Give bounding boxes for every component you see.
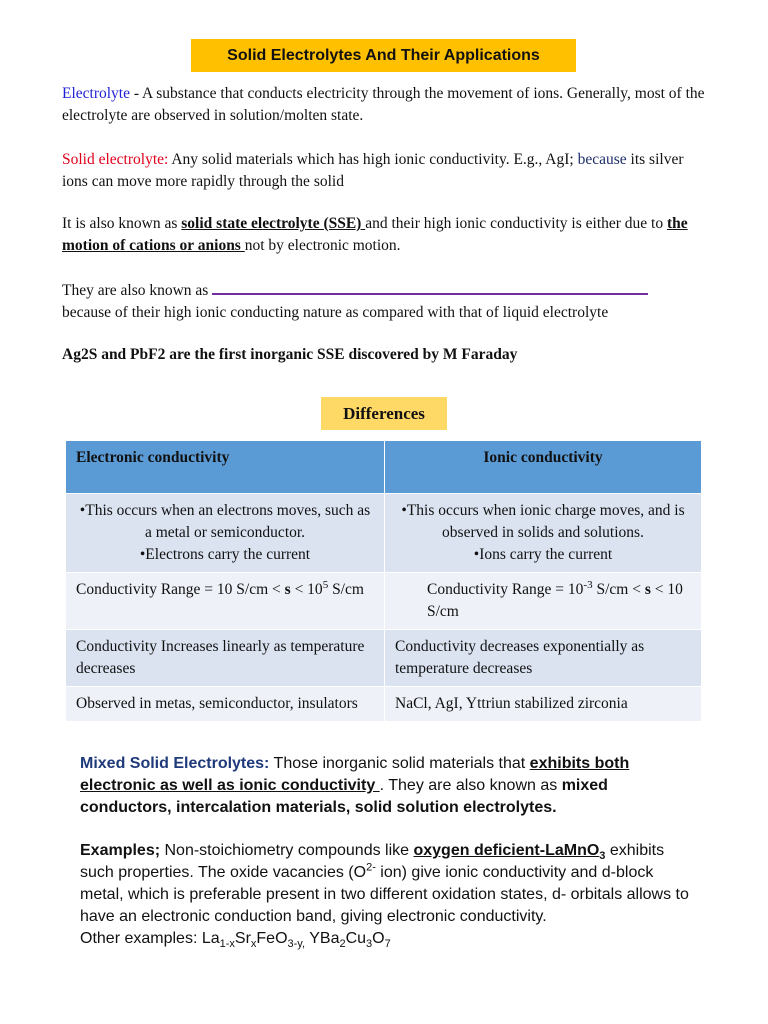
formula-la-sr-feo	[201, 930, 306, 951]
ionic-carrier: •Ions carry the current	[473, 546, 613, 563]
ionic-examples-cell: NaCl, AgI, Yttriun stabilized zirconia	[385, 687, 702, 722]
formula-part: La	[201, 930, 220, 947]
table-header-row	[66, 441, 702, 494]
electrolyte-definition	[62, 83, 712, 127]
ionic-range-cell	[385, 573, 702, 630]
formula-part: O	[372, 930, 385, 947]
formula-part: Sr	[234, 930, 251, 947]
mixed-solid-electrolytes-paragraph	[80, 753, 700, 819]
sse-text-2: and their high ionic conductivity is either due to	[365, 215, 667, 232]
electronic-description-cell	[66, 494, 385, 573]
mixed-text-2: . They are also known as	[379, 777, 562, 794]
solid-electrolyte-term: Solid electrolyte:	[62, 151, 169, 168]
formula-subscript: 1-x	[219, 938, 235, 951]
because-word: because	[577, 151, 627, 168]
table-row	[66, 630, 702, 687]
electronic-carrier: •Electrons carry the current	[139, 546, 311, 563]
electronic-temperature-cell: Conductivity Increases linearly as temperature decreases	[66, 630, 385, 687]
examples-term: Examples;	[80, 842, 161, 859]
header-electronic: Electronic conductivity	[66, 441, 385, 494]
header-ionic: Ionic conductivity	[385, 441, 702, 494]
solid-electrolyte-definition	[62, 149, 712, 193]
table-row	[66, 573, 702, 630]
lamno3-formula	[413, 842, 606, 863]
fill-in-blank-line	[212, 279, 648, 295]
ionic-range-pre: Conductivity Range = 10	[427, 581, 584, 598]
sse-text-1: It is also known as	[62, 215, 182, 232]
examples-text-1: Non-stoichiometry compounds like	[160, 842, 414, 859]
formula-part: Cu	[345, 930, 367, 947]
formula-subscript: 7	[384, 938, 391, 951]
sse-motion-term: the motion of cations or anions	[62, 215, 688, 254]
solid-electrolyte-text-2: its silver ions can move more rapidly through the solid	[62, 151, 684, 190]
formula-subscript: 3	[366, 938, 373, 951]
solid-electrolyte-text-1: Any solid materials which has high ionic conductivity. E.g., AgI;	[168, 151, 574, 168]
formula-ybco	[305, 930, 391, 951]
examples-text-3: ion) give ionic conductivity and d-block metal, which is preferable present in two different oxidation states, d- orbitals allows to have an electronic conduction band, giving electronic conductivity.	[80, 864, 689, 925]
formula-part: YBa	[305, 930, 340, 947]
ionic-temperature-cell: Conductivity decreases exponentially as temperature decreases	[385, 630, 702, 687]
mixed-term: Mixed Solid Electrolytes:	[80, 755, 270, 772]
mixed-aliases: mixed conductors, intercalation materials, solid solution electrolytes.	[80, 777, 608, 816]
electronic-range-mid: < 10	[290, 581, 323, 598]
electrolyte-text: - A substance that conducts electricity through the movement of ions. Generally, most of the electrolyte are observed in solution/molten state.	[62, 85, 705, 124]
differences-label: Differences	[343, 403, 425, 423]
electronic-range-pre: Conductivity Range = 10 S/cm <	[76, 581, 285, 598]
formula-part: FeO	[256, 930, 288, 947]
electronic-range-post: S/cm	[328, 581, 364, 598]
ionic-description: •This occurs when ionic charge moves, and is observed in solids and solutions.	[401, 502, 685, 541]
comparison-table	[65, 440, 702, 722]
electronic-description: •This occurs when an electrons moves, such as a metal or semiconductor.	[79, 502, 371, 541]
sse-term: solid state electrolyte (SSE)	[181, 215, 366, 232]
differences-heading	[321, 397, 447, 430]
sse-paragraph	[62, 213, 712, 257]
ionic-range-exponent: -3	[583, 578, 593, 591]
ionic-range-mid: S/cm <	[592, 581, 645, 598]
formula-subscript: 3-y,	[287, 938, 306, 951]
lamno3-subscript: 3	[599, 850, 606, 863]
other-examples-label: Other examples:	[80, 930, 202, 947]
sse-text-3: not by electronic motion.	[244, 237, 401, 254]
page-title	[191, 39, 576, 72]
mixed-emphasis: exhibits both electronic as well as ionic conductivity	[80, 755, 630, 794]
examples-text-2: exhibits such properties. The oxide vacancies (O	[80, 842, 665, 881]
table-row	[66, 494, 702, 573]
known-as-paragraph	[62, 279, 712, 324]
electrolyte-term: Electrolyte	[62, 85, 130, 102]
ionic-range-post: < 10 S/cm	[427, 581, 683, 620]
formula-subscript: x	[250, 938, 257, 951]
page-title-text: Solid Electrolytes And Their Applications	[227, 46, 540, 64]
electronic-examples-cell: Observed in metas, semiconductor, insulators	[66, 687, 385, 722]
lamno3-text: oxygen deficient-LaMnO	[413, 842, 600, 859]
oxide-charge: 2-	[366, 861, 376, 874]
electronic-range-cell	[66, 573, 385, 630]
formula-subscript: 2	[339, 938, 346, 951]
known-as-text-1: They are also known as	[62, 282, 209, 299]
table-row	[66, 687, 702, 722]
electronic-range-symbol: s	[284, 581, 291, 598]
examples-paragraph	[80, 840, 700, 950]
known-as-text-2: because of their high ionic conducting nature as compared with that of liquid electrolyte	[62, 304, 609, 321]
mixed-text-1: Those inorganic solid materials that	[269, 755, 530, 772]
electronic-range-exponent: 5	[322, 578, 329, 591]
ionic-range-symbol: s	[644, 581, 651, 598]
ionic-description-cell	[385, 494, 702, 573]
faraday-statement: Ag2S and PbF2 are the first inorganic SSE discovered by M Faraday	[62, 346, 518, 363]
